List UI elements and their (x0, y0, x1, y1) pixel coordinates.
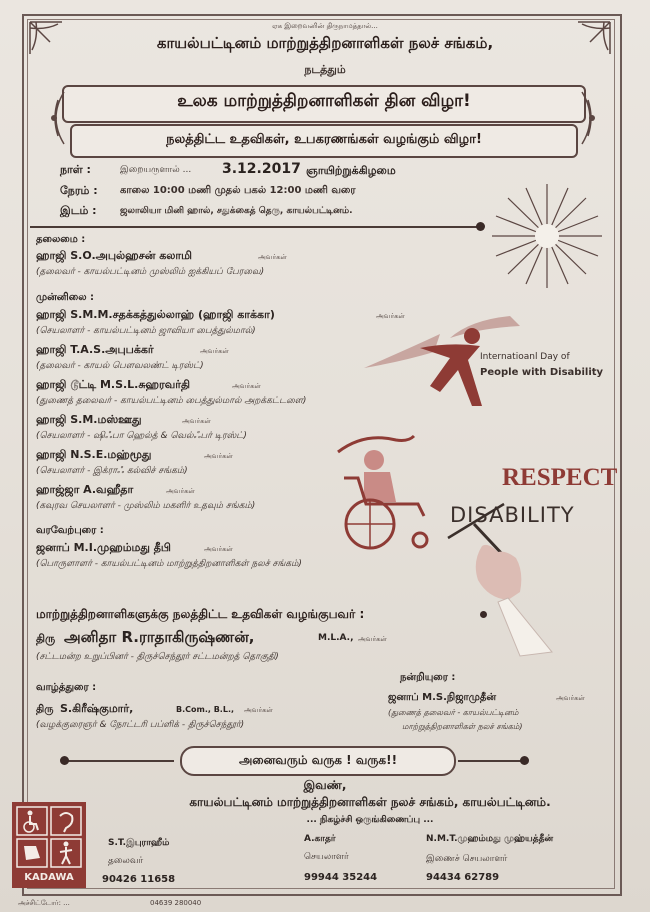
event-title: உலக மாற்றுத்திறனாளிகள் தின விழா! (177, 91, 471, 111)
chief-guest-name: அனிதா R.ராதாகிருஷ்ணன், (64, 628, 255, 646)
welcome-heading: வரவேற்புரை : (36, 525, 104, 536)
contact-role: இணைச் செயலாளர் (426, 854, 508, 864)
contact-name: A.காதர் (304, 834, 336, 844)
chief-guest-honorific: அவர்கள் (358, 635, 387, 643)
invite-text: அனைவரும் வருக ! வருக!! (238, 753, 398, 767)
thanks-honorific: அவர்கள் (556, 694, 585, 702)
leader-honorific: அவர்கள் (376, 312, 405, 320)
leader-role: (கவுரவ செயலாளர் - முஸ்லிம் மகளிர் உதவும் சங்கம்) (36, 501, 256, 511)
blessing-text: ஏக இறைவனின் திருநாமத்தால்... (272, 22, 378, 30)
intl-day-line1: Internatioanl Day of (480, 352, 570, 362)
event-date: 3.12.2017 (222, 161, 301, 177)
chief-guest-role: (சட்டமன்ற உறுப்பினர் - திருச்செந்தூர் சட்டமன்றத் தொகுதி) (36, 652, 279, 662)
leader-name: ஹாஜி S.M.மஸ்ஊது (36, 413, 142, 426)
leadership-heading: முன்னிலை : (36, 292, 95, 303)
presidency-honorific: அவர்கள் (258, 253, 287, 261)
invite-dot-left (60, 756, 69, 765)
banner-ornament-left-icon (44, 88, 68, 148)
leader-name: ஹாஜ்ஜா A.வஹீதா (36, 483, 134, 496)
from-organization: காயல்பட்டினம் மாற்றுத்திறனாளிகள் நலச் சங்கம், காயல்பட்டினம். (189, 795, 551, 809)
leader-honorific: அவர்கள் (182, 417, 211, 425)
logo-text: KADAWA (24, 872, 74, 883)
leader-role: (செயலாளர் - இக்ராஃ கல்விச் சங்கம்) (36, 466, 188, 476)
leader-role: (துணைத் தலைவர் - காயல்பட்டினம் பைத்துல்மால் அறக்கட்டளை) (36, 396, 307, 406)
wheelchair-icon (334, 432, 438, 556)
organization-name: காயல்பட்டினம் மாற்றுத்திறனாளிகள் நலச் சங்கம், (156, 34, 494, 52)
accessibility-symbols-icon (16, 806, 82, 868)
from-label: இவண், (303, 778, 347, 792)
thanks-heading: நன்றியுரை : (400, 672, 456, 683)
greeting-honorific: அவர்கள் (244, 706, 273, 714)
event-subtitle-banner (70, 124, 578, 158)
thanks-role-2: மாற்றுத்திறனாளிகள் நலச் சங்கம்) (402, 722, 523, 731)
contact-phone: 90426 11658 (102, 874, 176, 885)
greeting-name: S.கிரீஷ்குமார், (60, 702, 134, 715)
event-time: காலை 10:00 மணி முதல் பகல் 12:00 மணி வரை (120, 185, 356, 196)
leader-honorific: அவர்கள் (204, 452, 233, 460)
invite-line-left (64, 760, 174, 762)
divider-dot (476, 222, 485, 231)
invite-line-right (458, 760, 524, 762)
contact-role: செயலாளர் (304, 852, 349, 862)
leader-role: (தலைவர் - காயல் பௌவலண்ட் டிரஸ்ட்) (36, 361, 204, 371)
contact-phone: 94434 62789 (426, 872, 500, 883)
firework-icon (486, 180, 608, 292)
presidency-role: (தலைவர் - காயல்பட்டினம் முஸ்லிம் ஐக்கியப் பேரவை) (36, 267, 265, 277)
respect-text: RESPECT (502, 464, 618, 491)
leader-role: (செயலாளர் - காயல்பட்டினம் ஜாவியா பைத்துல்மால்) (36, 326, 256, 336)
welcome-honorific: அவர்கள் (204, 545, 233, 553)
leader-name: ஹாஜி S.M.M.சதக்கத்துல்லாஹ் (ஹாஜி காக்கா) (36, 308, 275, 321)
event-day: ஞாயிற்றுக்கிழமை (306, 164, 396, 177)
date-prefix: இறையருளால் ... (120, 165, 192, 175)
leader-name: ஹாஜி N.S.E.மஹ்மூது (36, 448, 152, 461)
chief-guest-title: திரு (36, 632, 56, 645)
presidency-name: ஹாஜி S.O.அபுல்ஹசன் கலாமி (36, 249, 192, 262)
chief-guest-suffix: M.L.A., (318, 633, 354, 643)
leader-honorific: அவர்கள் (166, 487, 195, 495)
printer-credit: அச்சிட்டோர்: ... (18, 899, 70, 907)
thanks-name: ஜனாப் M.S.நிஜாமுதீன் (388, 692, 497, 703)
contact-role: தலைவர் (108, 856, 144, 866)
event-venue: ஜலாலியா மினி ஹால், சதுக்கைத் தெரு, காயல்பட்டினம். (120, 206, 353, 216)
greeting-degree: B.Com., B.L., (176, 705, 235, 714)
invite-dot-right (520, 756, 529, 765)
intl-day-line2: People with Disability (480, 367, 604, 378)
leader-name: ஹாஜி T.A.S.அபுபக்கர் (36, 343, 154, 356)
event-subtitle: நலத்திட்ட உதவிகள், உபகரணங்கள் வழங்கும் விழா! (166, 132, 482, 147)
event-title-banner (62, 85, 586, 123)
leader-role: (செயலாளர் - ஷிஃபா ஹெல்த் & வெல்ஃபர் டிரஸ்ட்) (36, 431, 247, 441)
venue-label: இடம் : (60, 204, 97, 217)
distribution-heading: மாற்றுத்திறனாளிகளுக்கு நலத்திட்ட உதவிகள் வழங்குபவர் : (36, 607, 365, 621)
time-label: நேரம் : (60, 184, 98, 197)
contact-phone: 99944 35244 (304, 872, 378, 883)
presents-text: நடத்தும் (304, 63, 346, 76)
banner-ornament-right-icon (578, 88, 602, 148)
leader-name: ஹாஜி டூட்டி M.S.L.சுஹரவர்தி (36, 378, 190, 391)
invite-pill (180, 746, 456, 776)
greeting-title: திரு (36, 704, 54, 715)
contact-name: S.T.இபுராஹீம் (108, 838, 170, 848)
contact-name: N.M.T.முஹம்மது முஹ்யத்தீன் (426, 834, 554, 844)
leader-honorific: அவர்கள் (200, 347, 229, 355)
thanks-role-1: (துணைத் தலைவர் - காயல்பட்டினம் (388, 708, 519, 717)
divider-line (30, 226, 480, 228)
distribution-dot (480, 611, 487, 618)
greeting-heading: வாழ்த்துரை : (36, 682, 97, 693)
welcome-role: (பொருளாளர் - காயல்பட்டினம் மாற்றுத்திறனாளிகள் நலச் சங்கம்) (36, 559, 302, 569)
date-label: நாள் : (60, 163, 91, 176)
disability-text: DISABILITY (450, 503, 575, 527)
welcome-name: ஜனாப் M.I.முஹம்மது தீபி (36, 541, 171, 554)
printer-phone: 04639 280040 (150, 899, 202, 907)
leader-honorific: அவர்கள் (232, 382, 261, 390)
kadawa-logo (12, 802, 86, 888)
greeting-role: (வழக்குரைஞர் & நோட்டரி பப்ளிக் - திருச்செந்தூர்) (36, 720, 245, 730)
hand-with-pen-icon (468, 522, 558, 658)
coordination-heading: ... நிகழ்ச்சி ஒருங்கிணைப்பு ... (306, 815, 434, 825)
presidency-heading: தலைமை : (36, 234, 86, 245)
